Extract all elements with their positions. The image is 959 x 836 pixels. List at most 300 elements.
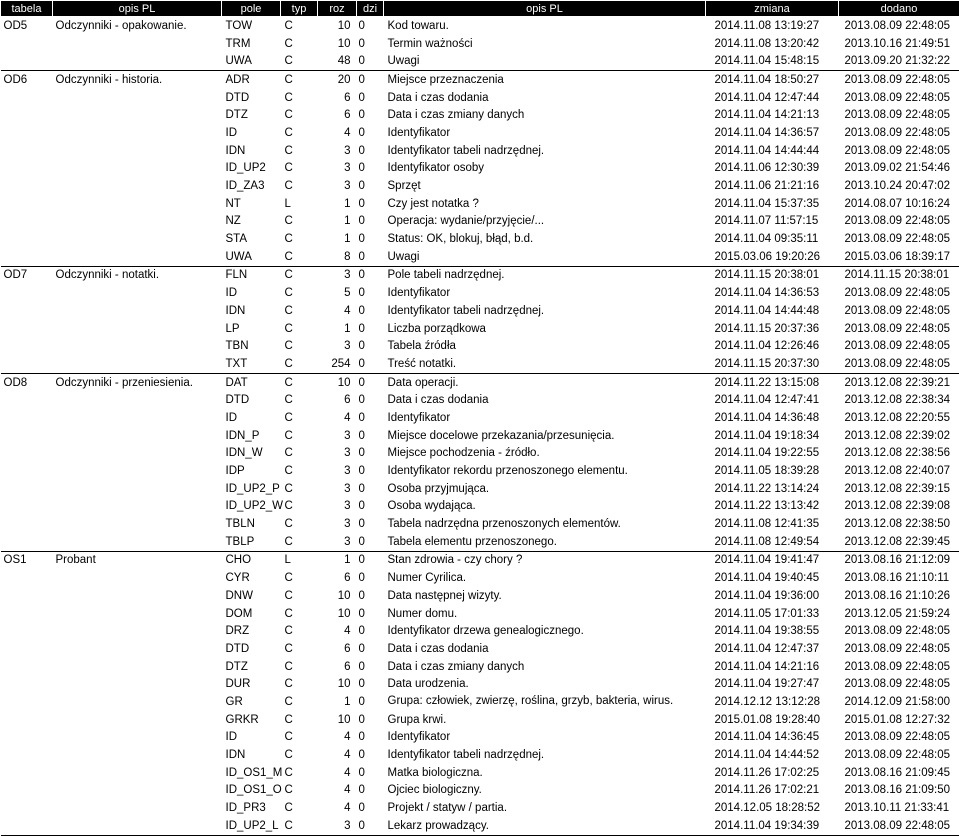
cell-opis <box>53 462 222 480</box>
cell-typ: C <box>281 391 318 409</box>
cell-opis-pl: Lekarz prowadzący. <box>384 817 706 835</box>
cell-opis <box>53 230 222 248</box>
cell-pole: ID_ZA3 <box>222 177 281 195</box>
cell-typ: C <box>281 427 318 445</box>
cell-opis-pl: Matka biologiczna. <box>384 764 706 782</box>
cell-opis <box>53 693 222 711</box>
header-dodano: dodano <box>839 1 959 17</box>
cell-opis: Probant <box>53 551 222 569</box>
cell-zmiana: 2014.11.04 19:40:45 <box>706 569 839 587</box>
header-dzi: dzi <box>357 1 384 17</box>
cell-roz: 5 <box>318 284 357 302</box>
cell-typ: C <box>281 89 318 107</box>
cell-typ: C <box>281 533 318 551</box>
cell-dodano: 2013.10.16 21:49:51 <box>839 35 959 53</box>
cell-opis <box>53 89 222 107</box>
cell-dodano: 2013.12.08 22:38:50 <box>839 515 959 533</box>
cell-pole: NT <box>222 195 281 213</box>
cell-pole: FLN <box>222 266 281 284</box>
cell-opis: Odczynniki - przeniesienia. <box>53 373 222 391</box>
cell-opis-pl: Treść notatki. <box>384 355 706 373</box>
cell-zmiana: 2015.01.08 19:28:40 <box>706 711 839 729</box>
cell-dodano: 2013.08.09 22:48:05 <box>839 337 959 355</box>
cell-typ: C <box>281 622 318 640</box>
cell-opis: Odczynniki - opakowanie. <box>53 17 222 35</box>
table-row <box>1 391 959 409</box>
cell-opis <box>53 284 222 302</box>
cell-tabela <box>1 782 53 800</box>
cell-dodano: 2013.12.08 22:39:08 <box>839 498 959 516</box>
cell-dzi: 0 <box>357 248 384 266</box>
cell-zmiana: 2014.11.08 12:41:35 <box>706 515 839 533</box>
cell-pole: ID_PR3 <box>222 799 281 817</box>
cell-dzi: 0 <box>357 817 384 835</box>
cell-tabela <box>1 124 53 142</box>
cell-typ: C <box>281 373 318 391</box>
table-row <box>1 445 959 463</box>
cell-opis <box>53 106 222 124</box>
cell-opis <box>53 355 222 373</box>
cell-tabela <box>1 533 53 551</box>
cell-pole: DAT <box>222 373 281 391</box>
cell-dodano: 2013.09.02 21:54:46 <box>839 160 959 178</box>
cell-opis-pl: Liczba porządkowa <box>384 320 706 338</box>
cell-dzi: 0 <box>357 409 384 427</box>
cell-typ: C <box>281 462 318 480</box>
cell-opis-pl: Operacja: wydanie/przyjęcie/... <box>384 213 706 231</box>
cell-dzi: 0 <box>357 498 384 516</box>
cell-dzi: 0 <box>357 142 384 160</box>
cell-pole: GR <box>222 693 281 711</box>
cell-opis <box>53 52 222 70</box>
cell-typ: C <box>281 498 318 516</box>
header-typ: typ <box>281 1 318 17</box>
cell-dzi: 0 <box>357 284 384 302</box>
cell-pole: ID <box>222 284 281 302</box>
cell-zmiana: 2014.11.05 18:39:28 <box>706 462 839 480</box>
table-row <box>1 551 959 569</box>
cell-dodano: 2013.08.09 22:48:05 <box>839 675 959 693</box>
cell-zmiana: 2014.11.04 12:47:41 <box>706 391 839 409</box>
table-body <box>1 17 959 836</box>
cell-opis-pl: Identyfikator tabeli nadrzędnej. <box>384 746 706 764</box>
cell-tabela <box>1 693 53 711</box>
cell-dzi: 0 <box>357 693 384 711</box>
cell-dzi: 0 <box>357 480 384 498</box>
cell-pole: UWA <box>222 52 281 70</box>
cell-opis-pl: Data i czas dodania <box>384 391 706 409</box>
cell-roz: 1 <box>318 195 357 213</box>
cell-roz: 4 <box>318 124 357 142</box>
cell-zmiana: 2014.11.05 17:01:33 <box>706 605 839 623</box>
cell-dodano: 2013.10.24 20:47:02 <box>839 177 959 195</box>
cell-tabela <box>1 587 53 605</box>
cell-dodano: 2013.08.09 22:48:05 <box>839 106 959 124</box>
table-row <box>1 248 959 266</box>
cell-typ: C <box>281 52 318 70</box>
cell-typ: C <box>281 782 318 800</box>
cell-dzi: 0 <box>357 515 384 533</box>
cell-typ: C <box>281 764 318 782</box>
cell-opis <box>53 124 222 142</box>
cell-dodano: 2013.12.05 21:59:24 <box>839 605 959 623</box>
cell-roz: 1 <box>318 213 357 231</box>
cell-dzi: 0 <box>357 391 384 409</box>
cell-zmiana: 2014.11.08 13:19:27 <box>706 17 839 35</box>
cell-dodano: 2013.08.16 21:12:09 <box>839 551 959 569</box>
cell-roz: 1 <box>318 230 357 248</box>
cell-dzi: 0 <box>357 195 384 213</box>
header-tabela: tabela <box>1 1 53 17</box>
cell-typ: C <box>281 230 318 248</box>
cell-dzi: 0 <box>357 266 384 284</box>
cell-pole: TBLN <box>222 515 281 533</box>
cell-tabela <box>1 799 53 817</box>
table-row <box>1 106 959 124</box>
table-row <box>1 355 959 373</box>
cell-opis <box>53 764 222 782</box>
cell-typ: C <box>281 213 318 231</box>
cell-opis-pl: Projekt / statyw / partia. <box>384 799 706 817</box>
table-row <box>1 337 959 355</box>
cell-pole: IDN <box>222 746 281 764</box>
table-row <box>1 729 959 747</box>
cell-roz: 10 <box>318 605 357 623</box>
cell-roz: 3 <box>318 533 357 551</box>
cell-roz: 10 <box>318 17 357 35</box>
cell-dodano: 2013.12.08 22:38:34 <box>839 391 959 409</box>
cell-opis-pl: Miejsce docelowe przekazania/przesunięcia. <box>384 427 706 445</box>
cell-opis-pl: Identyfikator <box>384 124 706 142</box>
cell-dodano: 2013.12.08 22:40:07 <box>839 462 959 480</box>
cell-tabela <box>1 302 53 320</box>
cell-zmiana: 2014.11.15 20:38:01 <box>706 266 839 284</box>
cell-opis-pl: Data następnej wizyty. <box>384 587 706 605</box>
cell-dzi: 0 <box>357 587 384 605</box>
cell-opis-pl: Tabela źródła <box>384 337 706 355</box>
cell-pole: ID_UP2_P <box>222 480 281 498</box>
cell-dodano: 2013.12.08 22:39:15 <box>839 480 959 498</box>
cell-roz: 3 <box>318 498 357 516</box>
cell-tabela <box>1 622 53 640</box>
cell-zmiana: 2014.11.15 20:37:30 <box>706 355 839 373</box>
cell-dzi: 0 <box>357 533 384 551</box>
cell-typ: C <box>281 71 318 89</box>
cell-tabela <box>1 640 53 658</box>
cell-tabela <box>1 605 53 623</box>
cell-opis-pl: Numer Cyrilica. <box>384 569 706 587</box>
cell-pole: DNW <box>222 587 281 605</box>
cell-dzi: 0 <box>357 427 384 445</box>
cell-tabela <box>1 658 53 676</box>
cell-roz: 10 <box>318 35 357 53</box>
cell-pole: ID_UP2_W <box>222 498 281 516</box>
cell-typ: C <box>281 284 318 302</box>
cell-typ: C <box>281 17 318 35</box>
cell-dzi: 0 <box>357 52 384 70</box>
table-row <box>1 35 959 53</box>
cell-roz: 4 <box>318 746 357 764</box>
cell-tabela <box>1 106 53 124</box>
cell-dodano: 2013.08.09 22:48:05 <box>839 355 959 373</box>
table-row <box>1 782 959 800</box>
cell-opis <box>53 409 222 427</box>
cell-dodano: 2013.12.08 22:38:56 <box>839 445 959 463</box>
cell-opis-pl: Tabela elementu przenoszonego. <box>384 533 706 551</box>
cell-typ: C <box>281 266 318 284</box>
table-row <box>1 427 959 445</box>
cell-dodano: 2013.12.08 22:39:21 <box>839 373 959 391</box>
cell-dodano: 2013.08.09 22:48:05 <box>839 302 959 320</box>
cell-pole: DRZ <box>222 622 281 640</box>
cell-typ: C <box>281 355 318 373</box>
cell-opis-pl: Grupa: człowiek, zwierzę, roślina, grzyb, bakteria, wirus. <box>384 693 706 711</box>
table-row <box>1 124 959 142</box>
table-row <box>1 533 959 551</box>
table-row <box>1 658 959 676</box>
cell-roz: 4 <box>318 764 357 782</box>
cell-dodano: 2014.12.09 21:58:00 <box>839 693 959 711</box>
cell-roz: 6 <box>318 89 357 107</box>
cell-zmiana: 2014.11.04 14:44:52 <box>706 746 839 764</box>
cell-opis-pl: Czy jest notatka ? <box>384 195 706 213</box>
cell-tabela <box>1 498 53 516</box>
cell-opis <box>53 160 222 178</box>
cell-roz: 3 <box>318 160 357 178</box>
cell-dzi: 0 <box>357 213 384 231</box>
cell-zmiana: 2014.11.22 13:14:24 <box>706 480 839 498</box>
cell-opis-pl: Miejsce pochodzenia - źródło. <box>384 445 706 463</box>
cell-opis <box>53 427 222 445</box>
cell-opis <box>53 746 222 764</box>
cell-opis-pl: Data i czas dodania <box>384 89 706 107</box>
cell-typ: C <box>281 693 318 711</box>
cell-roz: 3 <box>318 480 357 498</box>
cell-opis-pl: Data i czas dodania <box>384 640 706 658</box>
cell-pole: CYR <box>222 569 281 587</box>
cell-dzi: 0 <box>357 622 384 640</box>
cell-typ: C <box>281 587 318 605</box>
cell-typ: C <box>281 729 318 747</box>
cell-tabela <box>1 569 53 587</box>
cell-opis <box>53 711 222 729</box>
cell-opis <box>53 569 222 587</box>
cell-opis <box>53 515 222 533</box>
cell-zmiana: 2014.11.04 18:50:27 <box>706 71 839 89</box>
cell-tabela <box>1 711 53 729</box>
cell-dodano: 2013.08.16 21:09:45 <box>839 764 959 782</box>
cell-dzi: 0 <box>357 230 384 248</box>
cell-opis-pl: Osoba przyjmująca. <box>384 480 706 498</box>
cell-typ: C <box>281 515 318 533</box>
cell-opis <box>53 640 222 658</box>
table-row <box>1 89 959 107</box>
cell-tabela <box>1 195 53 213</box>
cell-roz: 4 <box>318 799 357 817</box>
cell-dzi: 0 <box>357 355 384 373</box>
cell-opis-pl: Identyfikator <box>384 729 706 747</box>
cell-pole: ID <box>222 409 281 427</box>
cell-zmiana: 2014.11.04 12:47:37 <box>706 640 839 658</box>
cell-zmiana: 2014.11.26 17:02:25 <box>706 764 839 782</box>
cell-pole: IDN <box>222 142 281 160</box>
cell-roz: 3 <box>318 445 357 463</box>
cell-opis <box>53 498 222 516</box>
cell-roz: 4 <box>318 302 357 320</box>
cell-zmiana: 2014.11.04 19:41:47 <box>706 551 839 569</box>
table-row <box>1 302 959 320</box>
cell-pole: ID_OS1_M <box>222 764 281 782</box>
cell-dodano: 2013.12.08 22:39:45 <box>839 533 959 551</box>
cell-tabela <box>1 746 53 764</box>
cell-opis-pl: Stan zdrowia - czy chory ? <box>384 551 706 569</box>
cell-dzi: 0 <box>357 35 384 53</box>
cell-dzi: 0 <box>357 177 384 195</box>
cell-roz: 10 <box>318 587 357 605</box>
cell-roz: 3 <box>318 177 357 195</box>
cell-opis-pl: Data operacji. <box>384 373 706 391</box>
cell-typ: C <box>281 569 318 587</box>
cell-opis <box>53 622 222 640</box>
header-row <box>1 1 959 17</box>
cell-opis <box>53 587 222 605</box>
cell-dodano: 2013.09.20 21:32:22 <box>839 52 959 70</box>
cell-dodano: 2013.08.09 22:48:05 <box>839 230 959 248</box>
table-row <box>1 640 959 658</box>
cell-pole: IDN <box>222 302 281 320</box>
table-row <box>1 817 959 835</box>
cell-opis-pl: Identyfikator osoby <box>384 160 706 178</box>
cell-dzi: 0 <box>357 373 384 391</box>
table-row <box>1 498 959 516</box>
table-row <box>1 195 959 213</box>
cell-pole: LP <box>222 320 281 338</box>
cell-typ: C <box>281 248 318 266</box>
cell-dzi: 0 <box>357 337 384 355</box>
table-row <box>1 160 959 178</box>
cell-dzi: 0 <box>357 711 384 729</box>
cell-opis-pl: Grupa krwi. <box>384 711 706 729</box>
table-row <box>1 71 959 89</box>
cell-zmiana: 2014.11.04 14:44:44 <box>706 142 839 160</box>
cell-dzi: 0 <box>357 106 384 124</box>
cell-typ: L <box>281 551 318 569</box>
table-row <box>1 266 959 284</box>
table-row <box>1 746 959 764</box>
cell-opis <box>53 302 222 320</box>
cell-dodano: 2013.08.09 22:48:05 <box>839 640 959 658</box>
cell-typ: C <box>281 124 318 142</box>
cell-tabela <box>1 409 53 427</box>
cell-dzi: 0 <box>357 658 384 676</box>
cell-opis <box>53 195 222 213</box>
cell-pole: TRM <box>222 35 281 53</box>
cell-typ: C <box>281 142 318 160</box>
cell-tabela: OD8 <box>1 373 53 391</box>
cell-dodano: 2013.08.09 22:48:05 <box>839 17 959 35</box>
cell-zmiana: 2014.11.04 14:36:57 <box>706 124 839 142</box>
table-row <box>1 17 959 35</box>
cell-opis-pl: Termin ważności <box>384 35 706 53</box>
cell-opis <box>53 248 222 266</box>
cell-roz: 4 <box>318 782 357 800</box>
cell-typ: C <box>281 177 318 195</box>
cell-zmiana: 2014.11.26 17:02:21 <box>706 782 839 800</box>
cell-tabela <box>1 515 53 533</box>
cell-zmiana: 2014.12.12 13:12:28 <box>706 693 839 711</box>
cell-roz: 4 <box>318 622 357 640</box>
cell-opis <box>53 480 222 498</box>
cell-tabela <box>1 142 53 160</box>
cell-pole: DTD <box>222 89 281 107</box>
cell-typ: C <box>281 337 318 355</box>
cell-zmiana: 2014.11.04 14:36:53 <box>706 284 839 302</box>
table-row <box>1 409 959 427</box>
cell-zmiana: 2014.11.06 21:21:16 <box>706 177 839 195</box>
cell-zmiana: 2014.11.04 19:36:00 <box>706 587 839 605</box>
cell-opis <box>53 320 222 338</box>
cell-dzi: 0 <box>357 71 384 89</box>
cell-dodano: 2013.08.09 22:48:05 <box>839 89 959 107</box>
cell-dodano: 2013.08.16 21:09:50 <box>839 782 959 800</box>
table-row <box>1 373 959 391</box>
cell-tabela: OD7 <box>1 266 53 284</box>
cell-opis-pl: Status: OK, blokuj, błąd, b.d. <box>384 230 706 248</box>
header-zmiana: zmiana <box>706 1 839 17</box>
cell-opis-pl: Identyfikator tabeli nadrzędnej. <box>384 142 706 160</box>
cell-tabela <box>1 248 53 266</box>
cell-roz: 6 <box>318 658 357 676</box>
cell-dodano: 2013.08.09 22:48:05 <box>839 729 959 747</box>
cell-opis <box>53 177 222 195</box>
table-row <box>1 213 959 231</box>
cell-typ: C <box>281 799 318 817</box>
cell-zmiana: 2014.11.04 09:35:11 <box>706 230 839 248</box>
cell-roz: 1 <box>318 320 357 338</box>
cell-opis-pl: Kod towaru. <box>384 17 706 35</box>
cell-typ: C <box>281 106 318 124</box>
cell-roz: 3 <box>318 266 357 284</box>
cell-tabela <box>1 445 53 463</box>
cell-opis <box>53 782 222 800</box>
cell-opis <box>53 142 222 160</box>
cell-roz: 6 <box>318 569 357 587</box>
cell-typ: C <box>281 746 318 764</box>
cell-opis <box>53 391 222 409</box>
cell-dodano: 2013.08.09 22:48:05 <box>839 213 959 231</box>
cell-roz: 1 <box>318 551 357 569</box>
cell-opis-pl: Data i czas zmiany danych <box>384 658 706 676</box>
table-row <box>1 711 959 729</box>
cell-zmiana: 2014.11.04 14:36:48 <box>706 409 839 427</box>
cell-pole: TOW <box>222 17 281 35</box>
table-row <box>1 764 959 782</box>
cell-dodano: 2013.08.09 22:48:05 <box>839 658 959 676</box>
cell-opis-pl: Sprzęt <box>384 177 706 195</box>
table-row <box>1 284 959 302</box>
cell-pole: DTZ <box>222 106 281 124</box>
cell-roz: 10 <box>318 675 357 693</box>
cell-roz: 3 <box>318 462 357 480</box>
cell-opis-pl: Miejsce przeznaczenia <box>384 71 706 89</box>
cell-zmiana: 2014.11.04 14:21:13 <box>706 106 839 124</box>
cell-opis-pl: Osoba wydająca. <box>384 498 706 516</box>
cell-dodano: 2013.08.16 21:10:11 <box>839 569 959 587</box>
cell-dodano: 2015.01.08 12:27:32 <box>839 711 959 729</box>
cell-opis-pl: Data i czas zmiany danych <box>384 106 706 124</box>
cell-dzi: 0 <box>357 89 384 107</box>
cell-dzi: 0 <box>357 729 384 747</box>
